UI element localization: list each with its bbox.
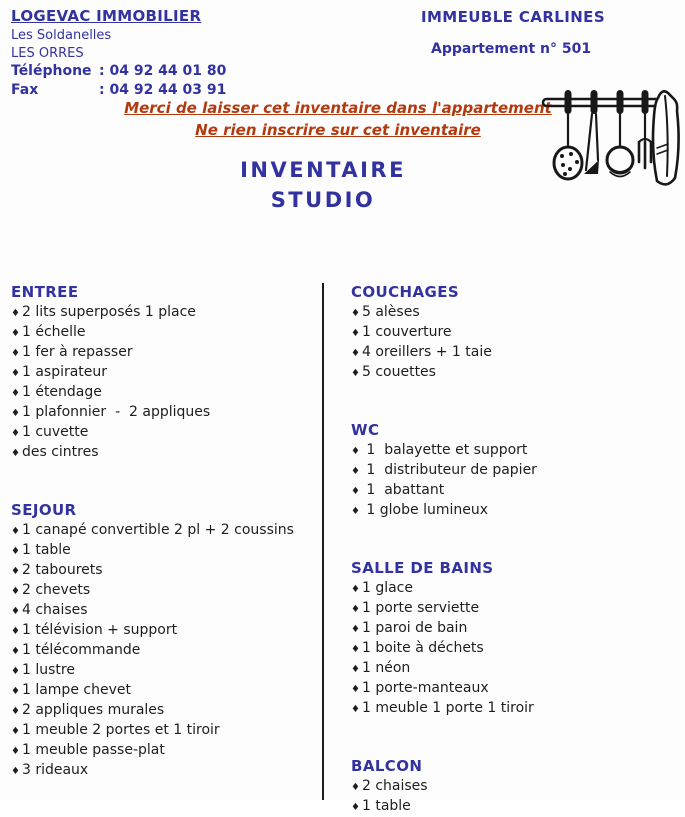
bullet-icon: ♦ — [11, 348, 20, 359]
item-label: des cintres — [21, 444, 99, 460]
inventory-item — [11, 521, 322, 541]
right-column — [324, 283, 685, 814]
inventory-item — [11, 701, 322, 721]
inventory-item — [351, 323, 685, 343]
inventory-item — [11, 323, 322, 343]
bullet-icon: ♦ — [351, 308, 360, 319]
phone-row — [11, 62, 226, 81]
item-label: 1 table — [361, 798, 411, 814]
section-couchages — [351, 283, 685, 383]
item-label: 1 télévision + support — [21, 622, 178, 638]
item-label: 1 balayette et support — [361, 442, 528, 458]
agency-residence: Les Soldanelles — [11, 28, 112, 43]
item-label: 1 table — [21, 542, 71, 558]
bullet-icon: ♦ — [11, 766, 20, 777]
inventory-item — [351, 481, 685, 501]
inventory-item — [11, 541, 322, 561]
inventory-item — [11, 561, 322, 581]
bullet-icon: ♦ — [351, 664, 360, 675]
inventory-item — [351, 699, 685, 719]
section-entree — [11, 283, 322, 463]
inventory-item — [351, 619, 685, 639]
agency-name: LOGEVAC IMMOBILIER — [11, 7, 202, 25]
bullet-icon: ♦ — [11, 586, 20, 597]
item-label: 2 appliques murales — [21, 702, 165, 718]
inventory-item — [351, 777, 685, 797]
item-label: 2 tabourets — [21, 562, 103, 578]
inventory-item — [11, 761, 322, 781]
section-heading: WC — [351, 421, 380, 439]
bullet-icon: ♦ — [351, 644, 360, 655]
item-label: 1 paroi de bain — [361, 620, 468, 636]
fax-label: Fax — [11, 81, 39, 98]
inventory-item — [11, 383, 322, 403]
inventory-item — [11, 403, 322, 423]
notice-line-2: Ne rien inscrire sur cet inventaire — [195, 121, 481, 139]
section-heading: COUCHAGES — [351, 283, 460, 301]
bullet-icon: ♦ — [351, 704, 360, 715]
section-balcon — [351, 757, 685, 817]
bullet-icon: ♦ — [351, 486, 360, 497]
bullet-icon: ♦ — [351, 782, 360, 793]
item-label: 1 lustre — [21, 662, 75, 678]
section-heading: SEJOUR — [11, 501, 77, 519]
bullet-icon: ♦ — [351, 584, 360, 595]
item-label: 1 étendage — [21, 384, 102, 400]
item-label: 5 alèses — [361, 304, 420, 320]
item-label: 1 meuble 1 porte 1 tiroir — [361, 700, 534, 716]
inventory-item — [351, 599, 685, 619]
item-label: 4 chaises — [21, 602, 88, 618]
bullet-icon: ♦ — [11, 526, 20, 537]
item-label: 1 lampe chevet — [21, 682, 131, 698]
inventory-item — [351, 659, 685, 679]
bullet-icon: ♦ — [351, 348, 360, 359]
inventory-item — [11, 423, 322, 443]
item-label: 1 couverture — [361, 324, 452, 340]
bullet-icon: ♦ — [351, 802, 360, 813]
bullet-icon: ♦ — [11, 566, 20, 577]
item-label: 1 aspirateur — [21, 364, 108, 380]
bullet-icon: ♦ — [11, 388, 20, 399]
inventory-item — [351, 441, 685, 461]
item-label: 3 rideaux — [21, 762, 89, 778]
section-wc — [351, 421, 685, 521]
bullet-icon: ♦ — [11, 546, 20, 557]
inventory-item — [351, 797, 685, 817]
bullet-icon: ♦ — [11, 726, 20, 737]
fax-number: : 04 92 44 03 91 — [99, 81, 227, 98]
section-heading: ENTREE — [11, 283, 79, 301]
bullet-icon: ♦ — [11, 448, 20, 459]
bullet-icon: ♦ — [351, 604, 360, 615]
item-label: 1 boite à déchets — [361, 640, 484, 656]
item-label: 5 couettes — [361, 364, 436, 380]
item-label: 1 télécommande — [21, 642, 141, 658]
notice-line-1: Merci de laisser cet inventaire dans l'appartement — [124, 99, 552, 117]
item-label: 2 chaises — [361, 778, 428, 794]
item-label: 1 canapé convertible 2 pl + 2 coussins — [21, 522, 294, 538]
item-label: 4 oreillers + 1 taie — [361, 344, 492, 360]
inventory-item — [11, 721, 322, 741]
item-label: 1 cuvette — [21, 424, 89, 440]
inventory-item — [351, 501, 685, 521]
bullet-icon: ♦ — [351, 446, 360, 457]
apartment-number: Appartement n° 501 — [431, 41, 592, 57]
title-line-1: INVENTAIRE — [240, 158, 406, 182]
item-label: 2 lits superposés 1 place — [21, 304, 196, 320]
item-label: 1 meuble passe-plat — [21, 742, 165, 758]
title-line-2: STUDIO — [270, 188, 376, 212]
bullet-icon: ♦ — [351, 624, 360, 635]
agency-header — [11, 6, 226, 99]
inventory-item — [11, 363, 322, 383]
building-header — [421, 8, 605, 57]
bullet-icon: ♦ — [11, 686, 20, 697]
item-label: 1 plafonnier - 2 appliques — [21, 404, 211, 420]
building-name: IMMEUBLE CARLINES — [421, 8, 606, 26]
bullet-icon: ♦ — [351, 466, 360, 477]
bullet-icon: ♦ — [11, 646, 20, 657]
bullet-icon: ♦ — [11, 368, 20, 379]
section-heading: BALCON — [351, 757, 423, 775]
agency-city: LES ORRES — [11, 45, 84, 61]
item-label: 1 glace — [361, 580, 413, 596]
inventory-item — [351, 343, 685, 363]
section-heading: SALLE DE BAINS — [351, 559, 494, 577]
section-sejour — [11, 501, 322, 781]
bullet-icon: ♦ — [11, 408, 20, 419]
phone-number: : 04 92 44 01 80 — [99, 63, 227, 79]
inventory-item — [11, 443, 322, 463]
inventory-item — [11, 343, 322, 363]
item-label: 1 distributeur de papier — [361, 462, 537, 478]
bullet-icon: ♦ — [11, 308, 20, 319]
inventory-item — [11, 661, 322, 681]
inventory-item — [11, 601, 322, 621]
bullet-icon: ♦ — [11, 428, 20, 439]
inventory-item — [11, 621, 322, 641]
inventory-item — [11, 581, 322, 601]
inventory-item — [351, 579, 685, 599]
item-label: 1 meuble 2 portes et 1 tiroir — [21, 722, 220, 738]
bullet-icon: ♦ — [11, 328, 20, 339]
item-label: 1 porte serviette — [361, 600, 480, 616]
item-label: 1 globe lumineux — [361, 502, 489, 518]
document-title — [0, 155, 646, 215]
item-label: 1 porte-manteaux — [361, 680, 489, 696]
bullet-icon: ♦ — [11, 666, 20, 677]
inventory-item — [351, 639, 685, 659]
inventory-item — [11, 741, 322, 761]
bullet-icon: ♦ — [351, 684, 360, 695]
item-label: 1 fer à repasser — [21, 344, 133, 360]
item-label: 1 néon — [361, 660, 411, 676]
inventory-item — [351, 303, 685, 323]
section-salle-de-bains — [351, 559, 685, 719]
bullet-icon: ♦ — [11, 606, 20, 617]
inventory-item — [351, 363, 685, 383]
item-label: 1 échelle — [21, 324, 86, 340]
inventory-item — [11, 681, 322, 701]
bullet-icon: ♦ — [11, 626, 20, 637]
bullet-icon: ♦ — [351, 506, 360, 517]
inventory-item — [11, 641, 322, 661]
inventory-item — [351, 679, 685, 699]
inventory-columns — [0, 283, 685, 814]
bullet-icon: ♦ — [11, 706, 20, 717]
item-label: 2 chevets — [21, 582, 91, 598]
bullet-icon: ♦ — [351, 368, 360, 379]
inventory-item — [11, 303, 322, 323]
item-label: 1 abattant — [361, 482, 445, 498]
left-column — [0, 283, 322, 800]
phone-label: Téléphone — [11, 63, 92, 79]
inventory-item — [351, 461, 685, 481]
bullet-icon: ♦ — [11, 746, 20, 757]
bullet-icon: ♦ — [351, 328, 360, 339]
